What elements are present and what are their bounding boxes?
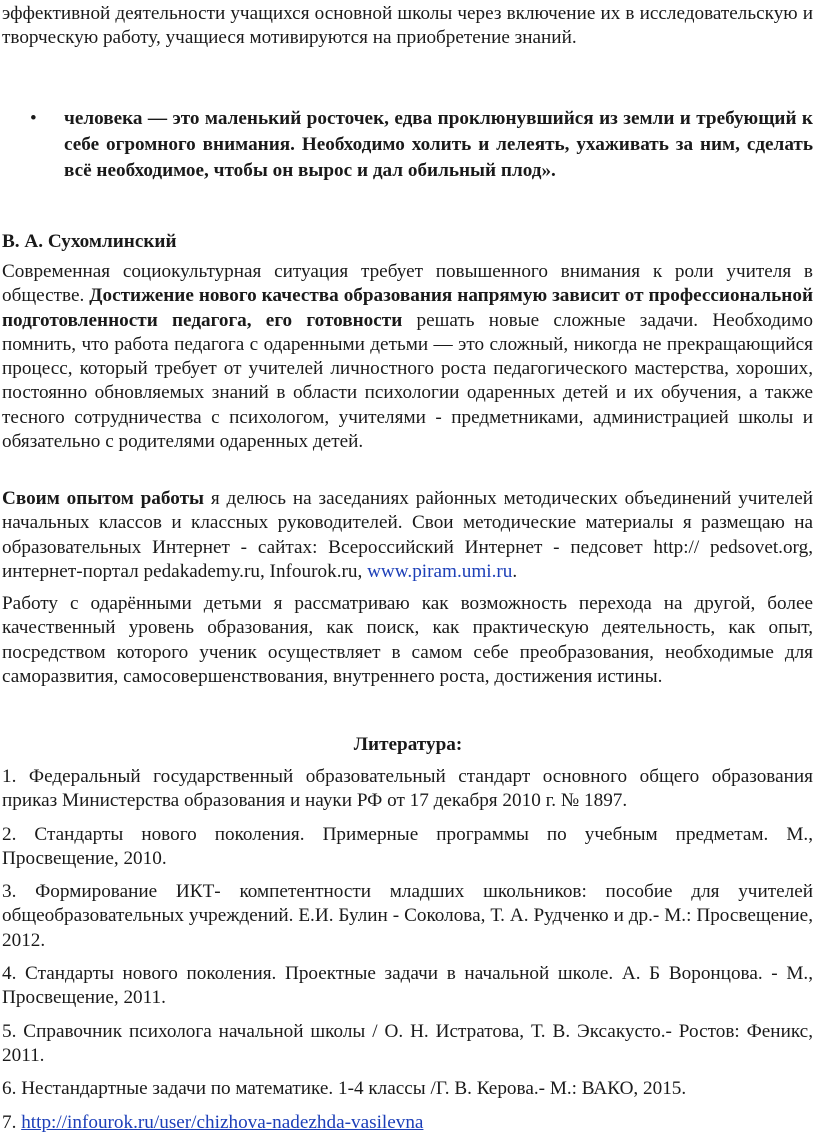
paragraph-gifted-children: Работу с одарёнными детьми я рассматриваю как возможность перехода на другой, более качественный уровень образования, как поиск, как практическую деятельность, как опыт, посредством которого ученик осуществляет в самом себе преобразования, необходимые для саморазвития, самосовершенствования, внутреннего роста, достижения истины.: [2, 593, 813, 687]
infourok-link[interactable]: http://infourok.ru/user/chizhova-nadezhda-vasilevna: [21, 1111, 424, 1133]
paragraph-text: я делюсь на заседаниях районных методических объединений учителей начальных классов и классных руководителей. Свои методические материалы я размещаю на образовательных Интернет - сайтах: Всероссийский Интернет - педсовет http:// pedsovet.org, интернет-портал pedakademy.ru, Infourok.ru,: [2, 488, 813, 582]
literature-item: 3. Формирование ИКТ- компетентности младших школьников: пособие для учителей общеобразовательных учреждений. Е.И. Булин - Соколова, Т. А. Рудченко и др.- М.: Просвещение, 2012.: [2, 881, 813, 951]
paragraph-experience: [2, 487, 813, 584]
intro-paragraph: эффективной деятельности учащихся основной школы через включение их в исследовательскую и творческую работу, учащиеся мотивируются на приобретение знаний.: [2, 3, 813, 48]
quote-item: [30, 106, 813, 184]
literature-item: [2, 1111, 813, 1135]
paragraph-end: .: [512, 560, 518, 582]
quote-list: [2, 106, 813, 184]
literature-item: 5. Справочник психолога начальной школы / О. Н. Истратова, Т. В. Эксакусто.- Ростов: Феникс, 2011.: [2, 1020, 813, 1066]
literature-list: [2, 765, 813, 1144]
literature-item: 1. Федеральный государственный образовательный стандарт основного общего образования приказ Министерства образования и науки РФ от 17 декабря 2010 г. № 1897.: [2, 766, 813, 812]
bold-emphasis: Достижение нового качества образования напрямую зависит от профессиональной подготовленности педагога, его готовности: [2, 285, 813, 331]
quote-author: В. А. Сухомлинский: [2, 231, 177, 252]
quote-block: [2, 106, 813, 184]
bullet-icon: •: [30, 108, 37, 129]
paragraph-social-situation: [2, 260, 813, 454]
bold-emphasis: Своим опытом работы: [2, 488, 204, 509]
paragraph-text: решать новые сложные задачи. Необходимо помнить, что работа педагога с одаренными детьми — это сложный, никогда не прекращающийся процесс, который требует от учителей личностного роста педагогического мастерства, хороших, постоянно обновляемых знаний в области психологии одаренных детей и их обучения, а также тесного сотрудничества с психологом, учителями - предметниками, администрацией школы и обязательно с родителями одаренных детей.: [2, 309, 813, 453]
quote-text: человека — это маленький росточек, едва проклюнувшийся из земли и требующий к себе огромного внимания. Необходимо холить и лелеять, ухаживать за ним, сделать всё необходимое, чтобы он вырос и дал обильный плод».: [64, 108, 813, 181]
literature-item: 2. Стандарты нового поколения. Примерные программы по учебным предметам. М., Просвещение, 2010.: [2, 823, 813, 869]
literature-title: Литература:: [353, 734, 463, 755]
literature-item: 4. Стандарты нового поколения. Проектные задачи в начальной школе. А. Б Воронцова. - М., Просвещение, 2011.: [2, 963, 813, 1009]
literature-item: 6. Нестандартные задачи по математике. 1-4 классы /Г. В. Керова.- М.: ВАКО, 2015.: [2, 1078, 687, 1100]
literature-item-number: 7.: [2, 1111, 22, 1133]
paragraph-text: Современная социокультурная ситуация требует повышенного внимания к роли учителя в обществе.: [2, 261, 813, 307]
piram-link[interactable]: www.piram.umi.ru: [367, 560, 513, 582]
